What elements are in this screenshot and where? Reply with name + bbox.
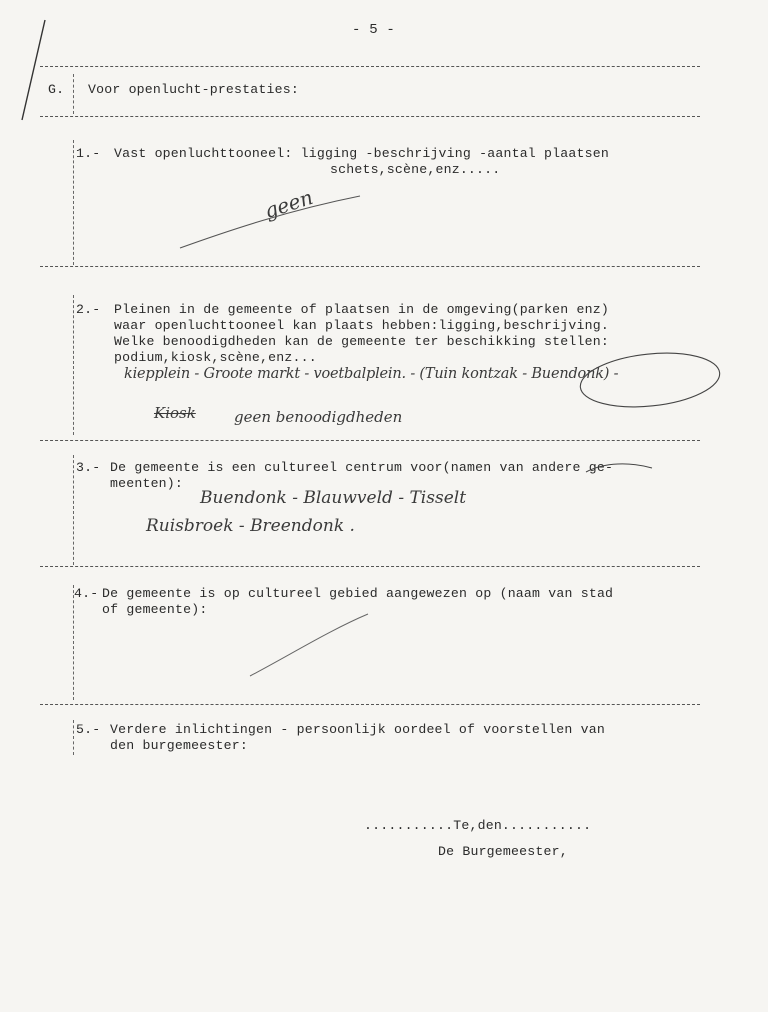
cancel-stroke-item-1 [180,196,360,248]
cancel-stroke-item-4 [250,614,368,676]
item-text-line: Welke benoodigdheden kan de gemeente ter beschikking stellen: [114,334,609,349]
margin-pen-mark [22,20,45,120]
section-title: Voor openlucht-prestaties: [88,82,299,97]
item-text-line: of gemeente): [102,602,208,617]
place-date-line: ...........Te,den........... [364,818,592,833]
correction-stroke [586,464,652,472]
item-text-line: Pleinen in de gemeente of plaatsen in de omgeving(parken enz) [114,302,609,317]
item-number: 3.- [76,460,101,475]
item-number: 2.- [76,302,101,317]
signature-title: De Burgemeester, [438,844,568,859]
section-letter: G. [48,82,65,97]
item-text-line: Vast openluchttooneel: ligging -beschrijving -aantal plaatsen [114,146,609,161]
item-text-line: Verdere inlichtingen - persoonlijk oordeel of voorstellen van [110,722,605,737]
handwritten-answer: Buendonk - Blauwveld - Tisselt [200,488,467,508]
circled-name-oval [578,347,723,413]
item-number: 1.- [76,146,101,161]
item-number: 4.- [74,586,99,601]
handwritten-answer: Ruisbroek - Breendonk . [146,516,355,536]
handwritten-answer: geen [261,184,316,224]
item-number: 5.- [76,722,101,737]
handwritten-answer-struck: Kiosk [154,404,196,422]
item-text-line: schets,scène,enz..... [330,162,501,177]
item-text-line: De gemeente is op cultureel gebied aangewezen op (naam van stad [102,586,614,601]
handwritten-answer: geen benoodigdheden [234,408,403,426]
handwritten-answer: kiepplein - Groote markt - voetbalplein. - (Tuin kontzak - Buendonk) - [124,366,619,382]
item-text-line: waar openluchttooneel kan plaats hebben:ligging,beschrijving. [114,318,609,333]
item-text-line: meenten): [110,476,184,491]
item-text-line: podium,kiosk,scène,enz... [114,350,317,365]
item-text-line: den burgemeester: [110,738,248,753]
item-text-line: De gemeente is een cultureel centrum voor(namen van andere ge- [110,460,614,475]
page-number: - 5 - [352,22,396,38]
